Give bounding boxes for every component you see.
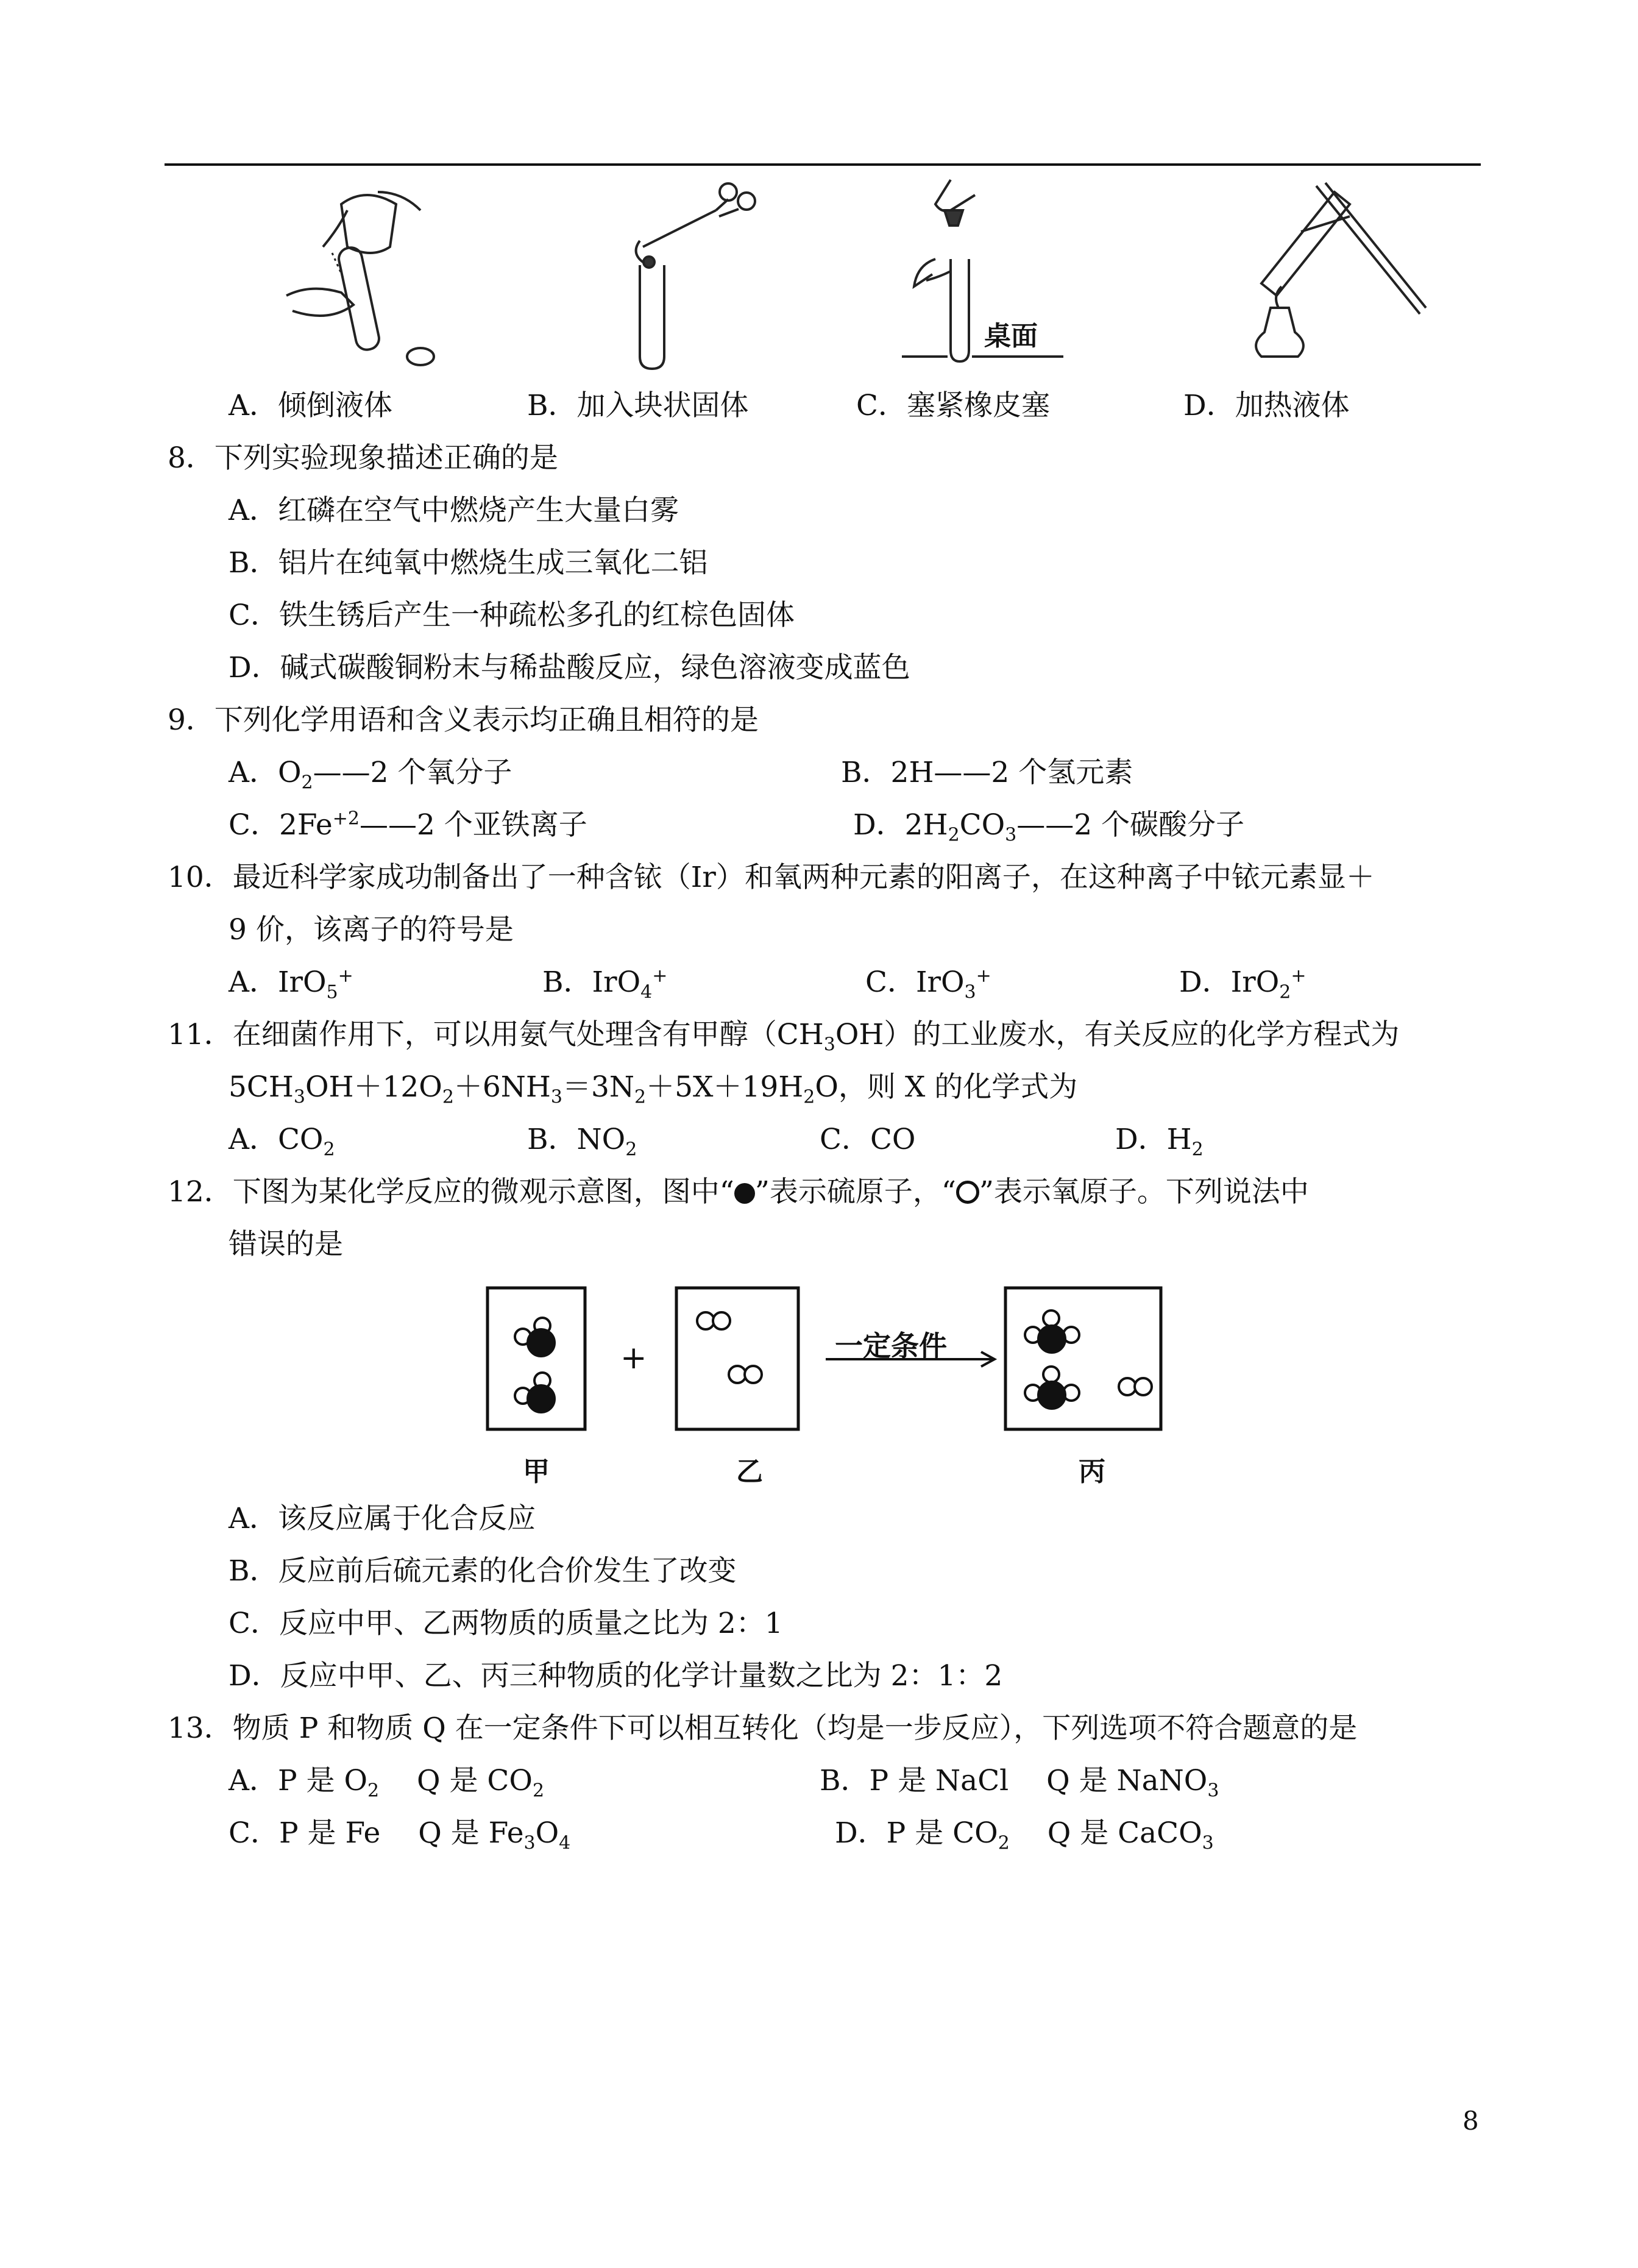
q9-option-b: B．2H——2 个氢元素	[841, 756, 1133, 789]
q9-option-d: D．$2H_2CO_3——2$ 个碳酸分子	[853, 808, 1245, 846]
heat-liquid-illustration	[1225, 174, 1432, 375]
q12-option-c: C．反应中甲、乙两物质的质量之比为 2：1	[229, 1607, 783, 1640]
q10-stem-line2: 9 价，该离子的符号是	[229, 913, 514, 947]
q7-option-c: C．塞紧橡皮塞	[856, 389, 1050, 422]
q13-stem: 13．物质 P 和物质 Q 在一定条件下可以相互转化（均是一步反应），下列选项不符合题意的是	[168, 1712, 1358, 1745]
q8-option-a: A．红磷在空气中燃烧产生大量白雾	[229, 494, 679, 527]
q10-option-b: B．IrO$_4$+	[542, 965, 668, 1003]
reaction-plus-sign: +	[620, 1340, 647, 1376]
oxygen-atom-icon	[956, 1181, 979, 1204]
q11-option-c: C．CO	[820, 1123, 916, 1156]
page-number: 8	[1462, 2106, 1479, 2136]
q12-option-d: D．反应中甲、乙、丙三种物质的化学计量数之比为 2：1：2	[229, 1659, 1003, 1693]
q12-stem-line2: 错误的是	[229, 1228, 343, 1261]
q12-option-b: B．反应前后硫元素的化合价发生了改变	[229, 1554, 737, 1588]
q8-option-d: D．碱式碳酸铜粉末与稀盐酸反应，绿色溶液变成蓝色	[229, 651, 910, 684]
q8-option-c: C．铁生锈后产生一种疏松多孔的红棕色固体	[229, 599, 795, 632]
q13-option-d: D．P 是 $CO_2$ Q 是 CaCO$_3$	[835, 1816, 1214, 1854]
q8-option-b: B．铝片在纯氧中燃烧生成三氧化二铝	[229, 546, 708, 580]
q11-option-d: D．$H_2$	[1115, 1123, 1204, 1161]
q13-option-b: B．P 是 NaCl Q 是 NaNO$_3$	[820, 1764, 1219, 1802]
top-rule	[165, 163, 1481, 166]
q8-stem: 8．下列实验现象描述正确的是	[168, 441, 558, 475]
q11-option-b: B．$NO_2$	[527, 1123, 637, 1161]
add-solid-illustration	[628, 174, 786, 375]
q12-option-a: A．该反应属于化合反应	[229, 1502, 536, 1535]
q9-option-a: A．$O_2——2$ 个氧分子	[229, 756, 512, 794]
q9-option-c: C．$2Fe^{+2}——2$ 个亚铁离子	[229, 808, 587, 842]
q13-option-a: A．P 是 $O_2$ Q 是 $CO_2$	[229, 1764, 545, 1802]
q7-option-d: D．加热液体	[1183, 389, 1350, 422]
q7-option-b: B．加入块状固体	[527, 389, 749, 422]
diagram-label-yi: 乙	[736, 1456, 763, 1487]
diagram-label-bing: 丙	[1079, 1456, 1105, 1487]
pour-liquid-illustration	[274, 180, 457, 375]
q10-option-c: C．IrO$_3$+	[865, 965, 991, 1003]
sulfur-atom-icon	[734, 1183, 755, 1204]
reaction-condition-label: 一定条件	[835, 1329, 947, 1362]
q11-stem-line1: 11．在细菌作用下，可以用氨气处理含有甲醇$(CH_3OH)$的工业废水，有关反应的化学方程式为	[168, 1018, 1400, 1056]
q12-stem-line1: 12．下图为某化学反应的微观示意图，图中“ ”表示硫原子，“ ”表示氧原子。下列说法中	[168, 1175, 1309, 1209]
reaction-diagram	[481, 1283, 1170, 1432]
desk-label: 桌面	[984, 321, 1038, 352]
q7-option-a: A．倾倒液体	[229, 389, 392, 422]
diagram-label-jia: 甲	[523, 1456, 550, 1487]
q10-stem-line1: 10．最近科学家成功制备出了一种含铱（Ir）和氧两种元素的阳离子，在这种离子中铱元素显＋	[168, 861, 1375, 894]
q10-option-d: D．IrO$_2$+	[1179, 965, 1306, 1003]
q11-option-a: A．$CO_2$	[229, 1123, 335, 1161]
q13-option-c: C．P 是 Fe Q 是 $Fe_3O_4$	[229, 1816, 571, 1854]
q10-option-a: A．IrO$_5$+	[229, 965, 353, 1003]
q11-equation: $5CH_3OH+12O_2+6NH_3=3N_2+5X+19H_2O$，则 X 的化学式为	[229, 1070, 1078, 1108]
q9-stem: 9．下列化学用语和含义表示均正确且相符的是	[168, 703, 759, 737]
